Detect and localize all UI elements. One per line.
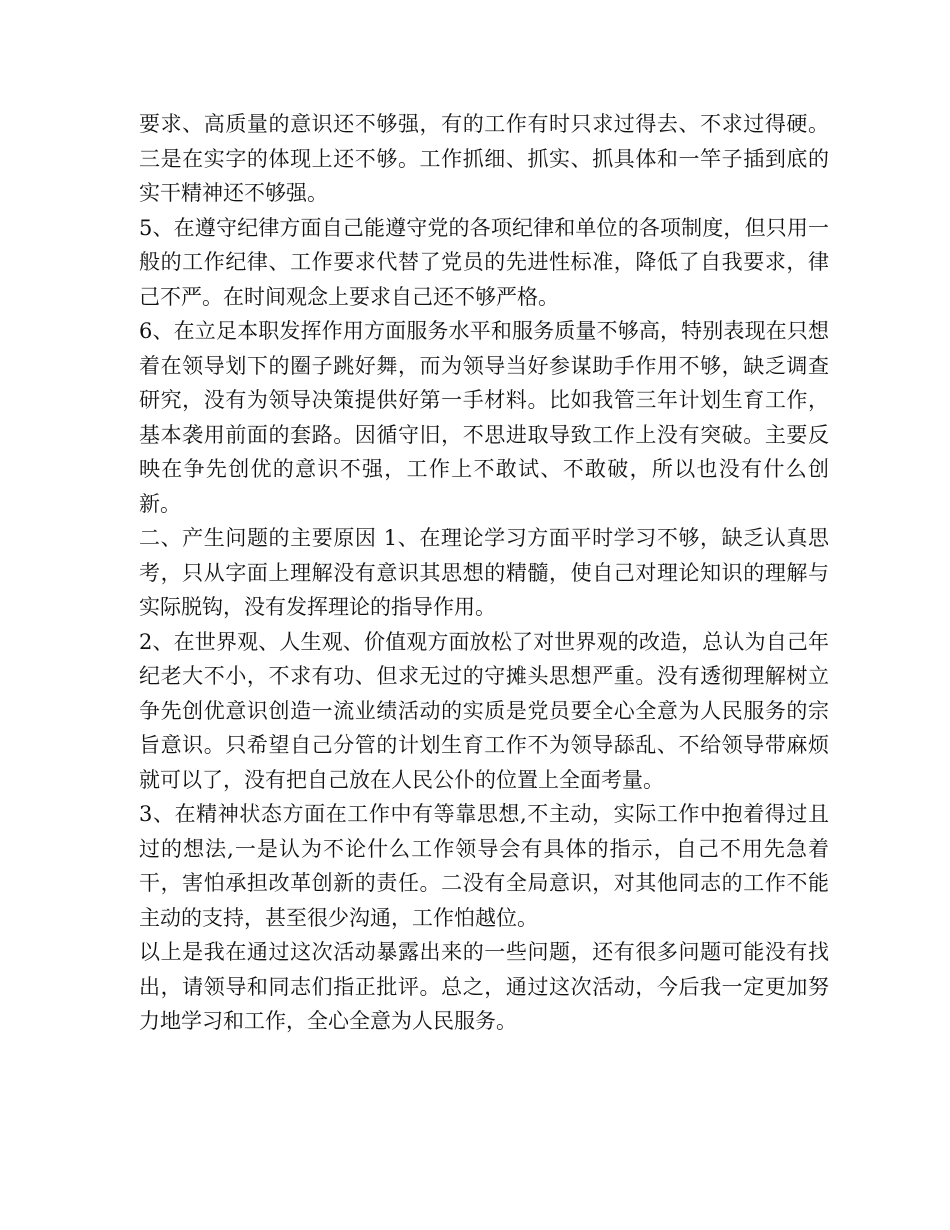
paragraph-3: 6、在立足本职发挥作用方面服务水平和服务质量不够高，特别表现在只想着在领导划下的圈子跳好舞，而为领导当好参谋助手作用不够，缺乏调查研究，没有为领导决策提供好第一手材料。比如我管三年计划生育工作，基本袭用前面的套路。因循守旧，不思进取导致工作上没有突破。主要反映在争先创优的意识不强，工作上不敢试、不敢破，所以也没有什么创新。 <box>139 319 829 516</box>
paragraph-7: 以上是我在通过这次活动暴露出来的一些问题，还有很多问题可能没有找出，请领导和同志们指正批评。总之，通过这次活动，今后我一定更加努力地学习和工作，全心全意为人民服务。 <box>139 940 829 1033</box>
paragraph-2: 5、在遵守纪律方面自己能遵守党的各项纪律和单位的各项制度，但只用一般的工作纪律、工作要求代替了党员的先进性标准，降低了自我要求，律己不严。在时间观念上要求自己还不够严格。 <box>139 215 829 309</box>
paragraph-4: 二、产生问题的主要原因 1、在理论学习方面平时学习不够，缺乏认真思考，只从字面上理解没有意识其思想的精髓，使自己对理论知识的理解与实际脱钩，没有发挥理论的指导作用。 <box>139 526 829 619</box>
paragraph-1: 要求、高质量的意识还不够强，有的工作有时只求过得去、不求过得硬。三是在实字的体现上还不够。工作抓细、抓实、抓具体和一竿子插到底的实干精神还不够强。 <box>139 112 829 205</box>
document-body <box>139 107 829 1039</box>
paragraph-6: 3、在精神状态方面在工作中有等靠思想,不主动，实际工作中抱着得过且过的想法,一是认为不论什么工作领导会有具体的指示，自己不用先急着干，害怕承担改革创新的责任。二没有全局意识，对其他同志的工作不能主动的支持，甚至很少沟通，工作怕越位。 <box>139 802 829 930</box>
paragraph-5: 2、在世界观、人生观、价值观方面放松了对世界观的改造，总认为自己年纪老大不小，不求有功、但求无过的守摊头思想严重。没有透彻理解树立争先创优意识创造一流业绩活动的实质是党员要全心全意为人民服务的宗旨意识。只希望自己分管的计划生育工作不为领导舔乱、不给领导带麻烦就可以了，没有把自己放在人民公仆的位置上全面考量。 <box>139 629 829 792</box>
